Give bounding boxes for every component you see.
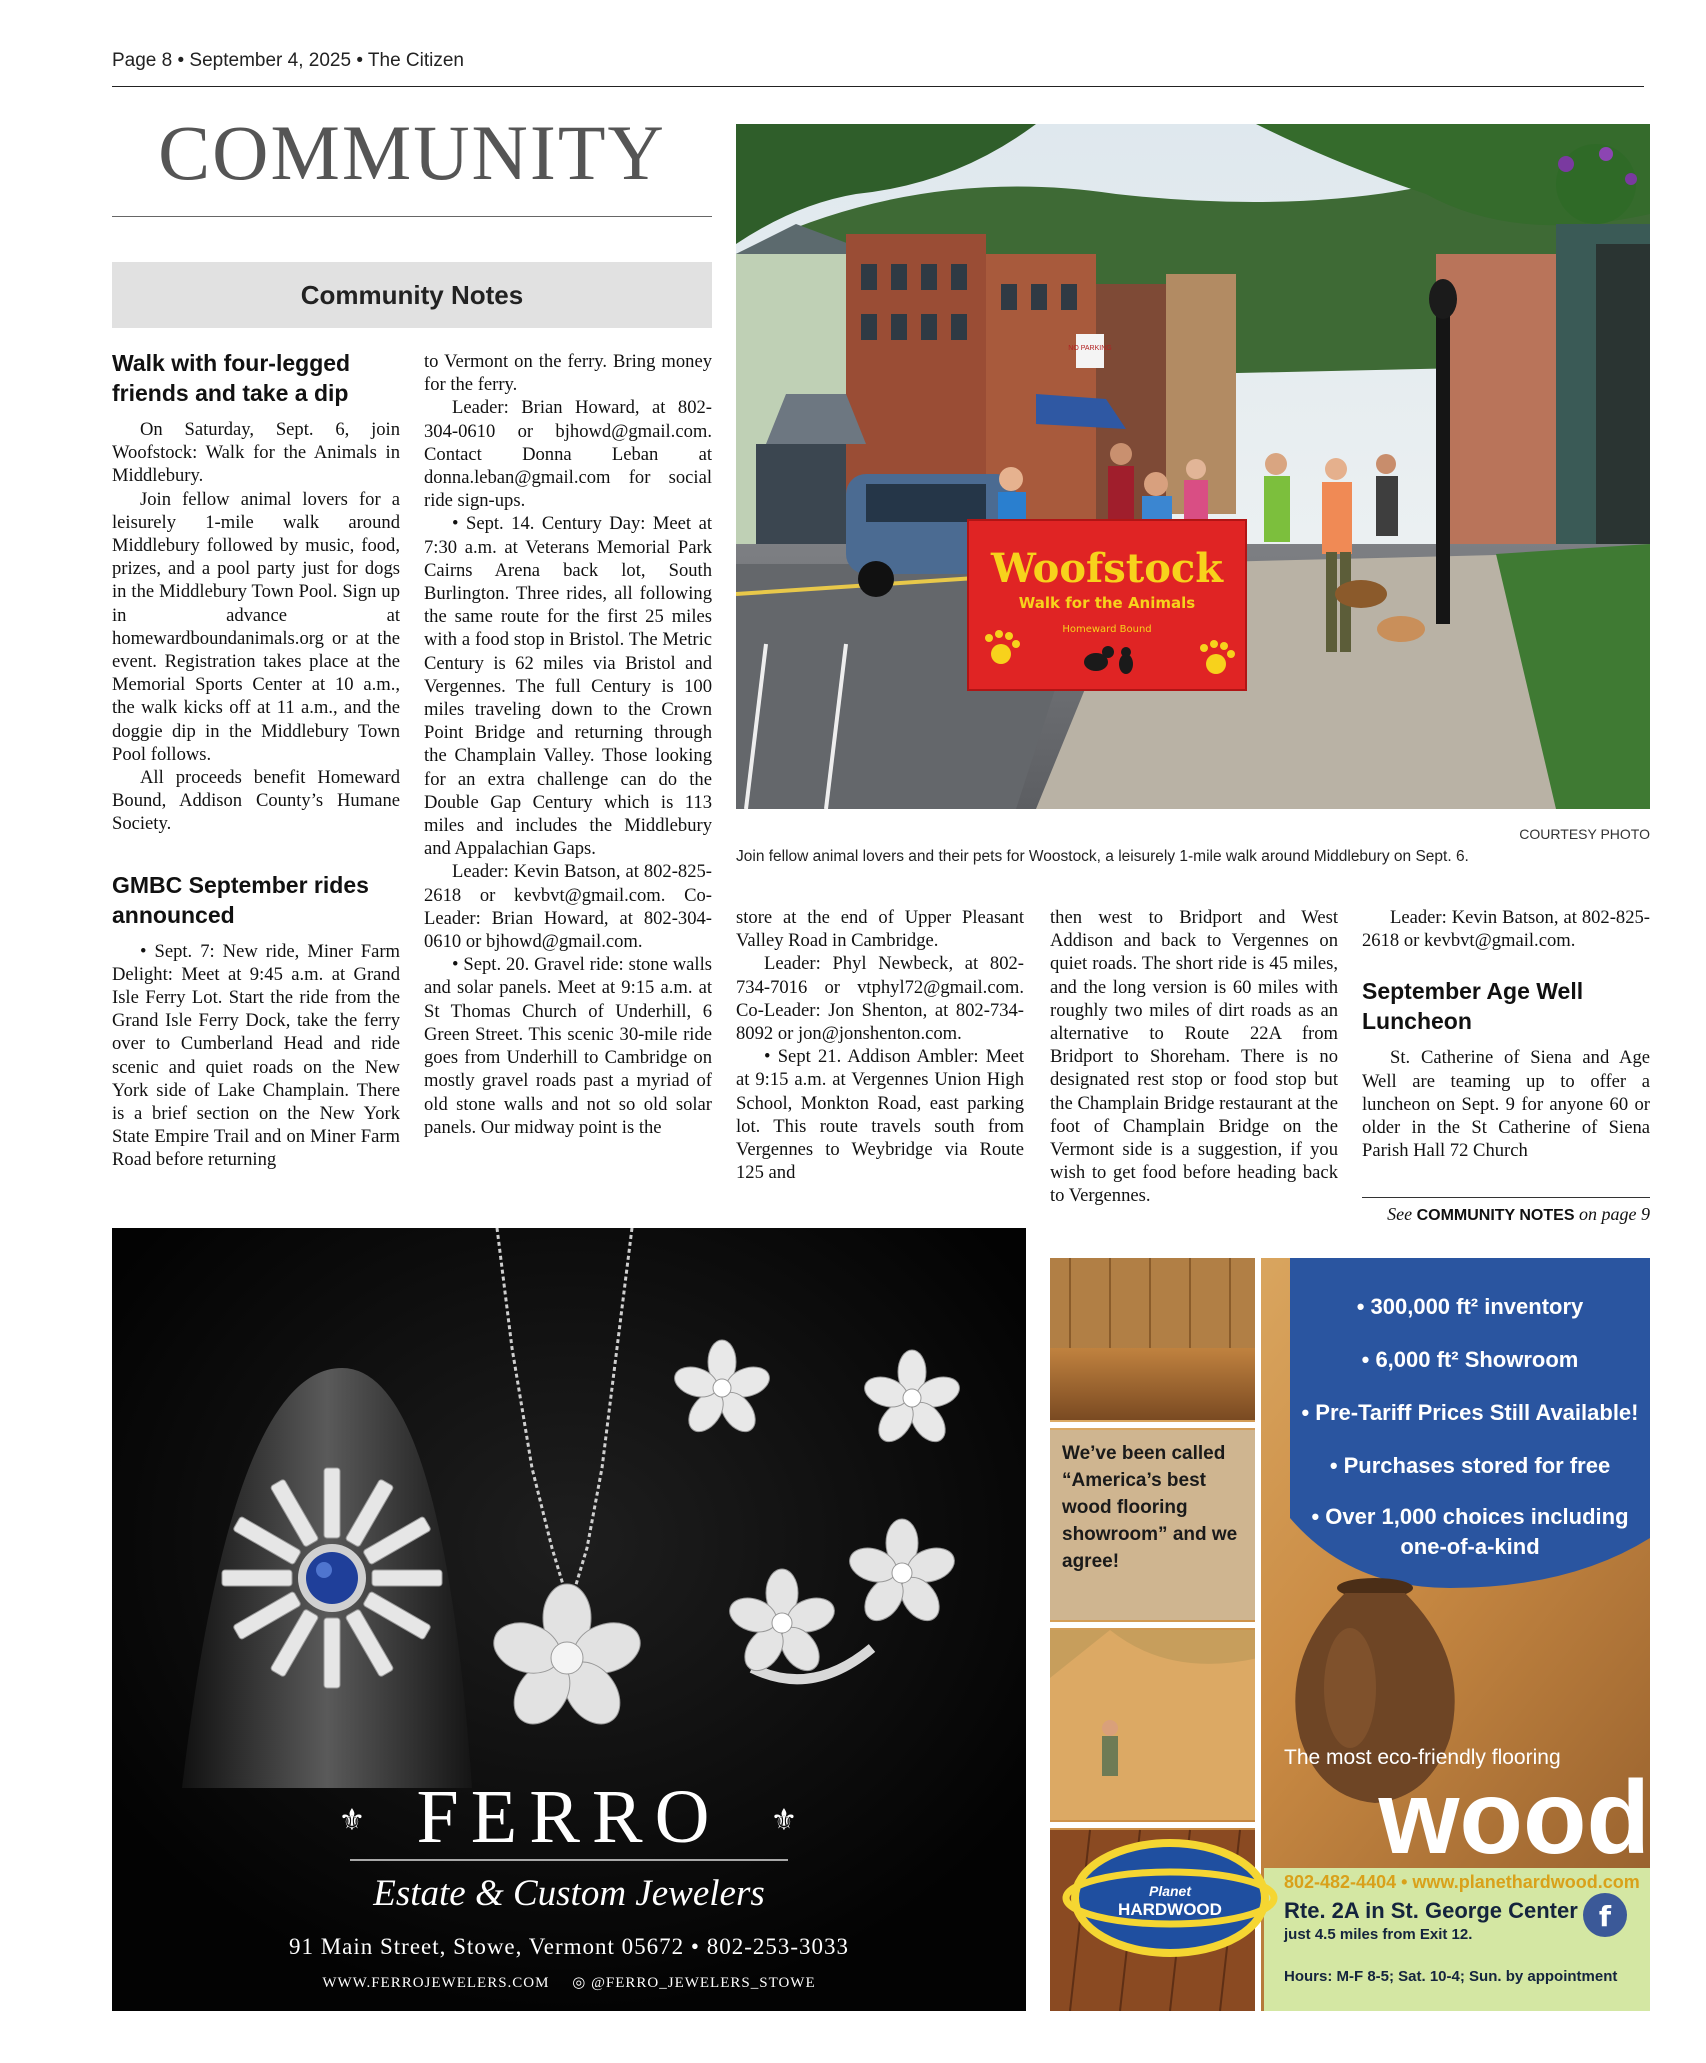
feature-item: • Over 1,000 choices including one-of-a-kind <box>1311 1504 1629 1559</box>
article-headline: Walk with four-legged friends and take a dip <box>112 350 351 406</box>
ferro-instagram[interactable]: @FERRO_JEWELERS_STOWE <box>591 1975 816 1991</box>
wood-headline: wood <box>1378 1760 1650 1876</box>
feature-item: • Pre-Tariff Prices Still Available! <box>1301 1400 1639 1425</box>
feature-item: • Purchases stored for free <box>1329 1453 1611 1478</box>
jump-section: COMMUNITY NOTES <box>1416 1207 1575 1224</box>
article-paragraph: to Vermont on the ferry. Bring money for the ferry. <box>424 351 712 396</box>
planet-hardwood-logo-top: Planet <box>1148 1883 1191 1899</box>
eco-tagline: The most eco-friendly flooring <box>1284 1746 1561 1769</box>
section-rule <box>112 216 712 217</box>
fleur-de-lis-icon: ⚜ <box>770 1803 798 1838</box>
banner-org: Homeward Bound <box>1062 624 1152 635</box>
article-paragraph: • Sept. 14. Century Day: Meet at 7:30 a.m. at Veterans Memorial Park Cairns Arena back lot, South Burlington. Three rides, all following the same route for the first 25 miles with a food stop in Bristol. The Metric Century is 62 miles via Bristol and Vergennes. The full Century is 100 miles traveling down to the Crown Point Bridge and returning through the Champlain Valley. Those looking for an extra challenge can do the Double Gap Century which is 113 miles and includes the Middlebury and Appalachian Gaps. <box>424 513 712 860</box>
feature-item: • 6,000 ft² Showroom <box>1361 1347 1579 1372</box>
article-paragraph: Leader: Brian Howard, at 802-304-0610 or bjhowd@gmail.com. Contact Donna Leban at donna.leban@gmail.com for social ride sign-ups. <box>424 397 712 512</box>
section-title: COMMUNITY <box>158 109 666 196</box>
column-2 <box>424 350 712 1139</box>
fleur-de-lis-icon: ⚜ <box>338 1803 366 1838</box>
article-paragraph: Leader: Kevin Batson, at 802-825-2618 or kevbvt@gmail.com. Co-Leader: Brian Howard, at 802-304-0610 or bjhowd@gmail.com. <box>424 861 712 953</box>
article-paragraph: • Sept 21. Addison Ambler: Meet at 9:15 a.m. at Vergennes Union High School, Monkton Road, east parking lot. This route travels south from Vergennes to Weybridge via Route 125 and <box>736 1046 1024 1184</box>
column-3 <box>736 906 1024 1184</box>
column-5 <box>1362 906 1650 1162</box>
article-paragraph: • Sept. 7: New ride, Miner Farm Delight: Meet at 9:45 a.m. at Grand Isle Ferry Lot. Start the ride from the Grand Isle Ferry Dock, take the ferry over to Cumberland Head and ride scenic and quiet roads on the New York side of Lake Champlain. There is a brief section on the New York State Empire Trail and on Miner Farm Road before returning <box>112 940 400 1171</box>
banner-subtitle: Walk for the Animals <box>1018 594 1196 612</box>
section-subtitle: Community Notes <box>112 262 712 328</box>
article-headline: September Age Well Luncheon <box>1362 978 1584 1035</box>
hours-line: Hours: M-F 8-5; Sat. 10-4; Sun. by appointment <box>1284 1968 1618 1985</box>
jump-suffix: on page 9 <box>1579 1204 1650 1224</box>
article-paragraph: All proceeds benefit Homeward Bound, Addison County’s Humane Society. <box>112 767 400 835</box>
directions-line: just 4.5 miles from Exit 12. <box>1284 1926 1473 1943</box>
ferro-website[interactable]: WWW.FERROJEWELERS.COM <box>322 1975 550 1991</box>
ferro-address: 91 Main Street, Stowe, Vermont 05672 • 802-253-3033 <box>288 1934 850 1959</box>
ferro-logo: FERRO <box>416 1775 722 1859</box>
photo-caption: Join fellow animal lovers and their pets for Woostock, a leisurely 1-mile walk around Middlebury on Sept. 6. <box>736 848 1469 865</box>
contact-line[interactable]: 802-482-4404 • www.planethardwood.com <box>1284 1872 1640 1892</box>
showroom-quote: We’ve been called “America’s best wood flooring showroom” and we agree! <box>1062 1443 1238 1572</box>
header-text: Page 8 • September 4, 2025 • The Citizen <box>112 50 465 71</box>
location-line: Rte. 2A in St. George Center <box>1284 1898 1578 1923</box>
article-headline: GMBC September rides announced <box>112 871 369 928</box>
column-1 <box>112 348 400 1172</box>
article-paragraph: Join fellow animal lovers for a leisurely 1-mile walk around Middlebury followed by music, food, prizes, and a pool party just for dogs in the Middlebury Town Pool. Sign up in advance at homewardboundanimals.org or at the event. Registration takes place at the Memorial Sports Center at 10 a.m., the walk kicks off at 11 a.m., and the doggie dip in the Middlebury Town Pool follows. <box>112 488 400 765</box>
page-header <box>112 50 1644 87</box>
banner-title: Woofstock <box>991 545 1223 592</box>
no-parking-sign: NO PARKING <box>1068 345 1112 352</box>
ferro-jewelers-ad <box>112 1228 1026 2011</box>
feature-list <box>1300 1280 1640 1562</box>
woofstock-photo-illustration <box>736 124 1650 809</box>
article-paragraph: On Saturday, Sept. 6, join Woofstock: Walk for the Animals in Middlebury. <box>112 419 400 487</box>
article-paragraph: store at the end of Upper Pleasant Valley Road in Cambridge. <box>736 907 1024 952</box>
ferro-links <box>112 1973 1026 1992</box>
jump-line <box>1362 1197 1650 1225</box>
article-paragraph: Leader: Phyl Newbeck, at 802-734-7016 or vtphyl72@gmail.com. Co-Leader: Jon Shenton, at 802-734-8092 or jon@jonshenton.com. <box>736 953 1024 1045</box>
column-4 <box>1050 906 1338 1208</box>
woofstock-photo <box>736 124 1650 809</box>
article-paragraph: then west to Bridport and West Addison and back to Vergennes on quiet roads. The short ride is 45 miles, and the long version is 60 miles with roughly two miles of dirt roads as an alternative to Route 22A from Bridport to Shoreham. There is no designated rest stop or food stop but the Champlain Bridge restaurant at the foot of Champlain Bridge on the Vermont side is a suggestion, if you wish to get food before heading back to Vergennes. <box>1050 907 1338 1207</box>
article-paragraph: Leader: Kevin Batson, at 802-825-2618 or kevbvt@gmail.com. <box>1362 907 1650 952</box>
planet-hardwood-logo-bottom: HARDWOOD <box>1118 1900 1222 1919</box>
planet-hardwood-ad <box>1050 1258 1650 2011</box>
jump-prefix: See <box>1387 1204 1413 1224</box>
facebook-icon-glyph: f <box>1598 1900 1612 1933</box>
article-paragraph: St. Catherine of Siena and Age Well are teaming up to offer a luncheon on Sept. 9 for anyone 60 or older in the St Catherine of Siena Parish Hall 72 Church <box>1362 1047 1650 1162</box>
feature-item: • 300,000 ft² inventory <box>1356 1294 1584 1319</box>
article-paragraph: • Sept. 20. Gravel ride: stone walls and solar panels. Meet at 9:15 a.m. at St Thomas Church of Underhill, 6 Green Street. This scenic 30-mile ride goes from Underhill to Cambridge on mostly gravel roads past a myriad of old stone walls and not so old solar panels. Our midway point is the <box>424 954 712 1138</box>
photo-credit: COURTESY PHOTO <box>1519 826 1650 842</box>
instagram-icon: ◎ <box>572 1975 587 1991</box>
ferro-tagline: Estate & Custom Jewelers <box>373 1873 765 1914</box>
